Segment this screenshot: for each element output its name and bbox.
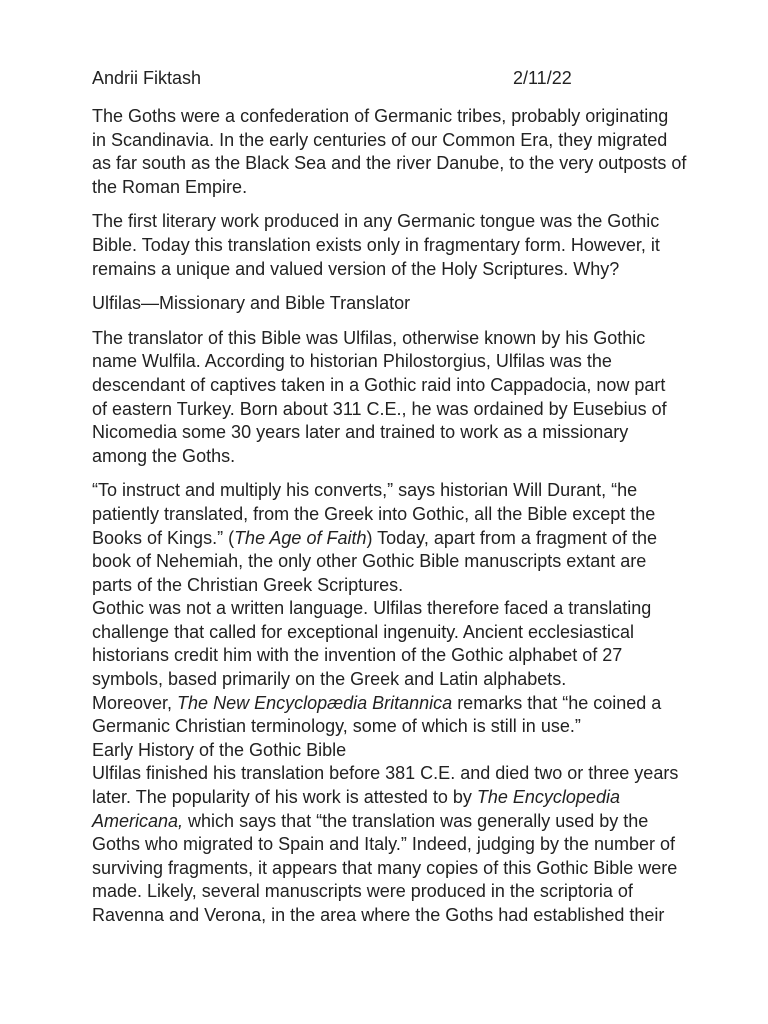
text-line: patiently translated, from the Greek into Gothic, all the Bible except the [92, 503, 656, 524]
paragraph-translator [92, 327, 732, 469]
section-heading: Ulfilas—Missionary and Bible Translator [92, 293, 411, 314]
section-heading: Early History of the Gothic Bible [92, 739, 347, 760]
text-fragment: ) Today, apart from a fragment of the [366, 527, 657, 548]
paragraph-durant-and-history [92, 479, 732, 927]
text-line: challenge that called for exceptional ingenuity. Ancient ecclesiastical [92, 621, 634, 642]
text-line: The Goths were a confederation of Germanic tribes, probably originating [92, 106, 669, 126]
text-line: Ravenna and Verona, in the area where the Goths had established their [92, 905, 665, 925]
paragraph-gothic-bible [92, 210, 732, 281]
text-line: descendant of captives taken in a Gothic raid into Cappadocia, now part [92, 374, 666, 395]
text-line: Goths who migrated to Spain and Italy.” Indeed, judging by the number of [92, 834, 676, 855]
text-line: remains a unique and valued version of the Holy Scriptures. Why? [92, 258, 620, 279]
text-line: parts of the Christian Greek Scriptures. [92, 574, 404, 595]
text-line: Germanic Christian terminology, some of which is still in use.” [92, 716, 581, 737]
text-line: The translator of this Bible was Ulfilas, otherwise known by his Gothic [92, 327, 646, 348]
text-line: Nicomedia some 30 years later and trained to work as a missionary [92, 422, 629, 443]
text-line: among the Goths. [92, 445, 236, 466]
book-title-americana: The Encyclopedia [476, 787, 620, 808]
text-line: “To instruct and multiply his converts,” says historian Will Durant, “he [92, 480, 638, 501]
text-fragment: remarks that “he coined a [452, 692, 662, 713]
document-body [92, 105, 732, 928]
text-line: The first literary work produced in any Germanic tongue was the Gothic [92, 211, 660, 232]
text-line [92, 786, 732, 810]
text-line: Gothic was not a written language. Ulfilas therefore faced a translating [92, 598, 652, 619]
text-line: in Scandinavia. In the early centuries of our Common Era, they migrated [92, 129, 668, 150]
text-fragment: later. The popularity of his work is attested to by [92, 787, 477, 808]
document-date: 2/11/22 [513, 68, 572, 88]
text-fragment: which says that “the translation was generally used by the [183, 810, 649, 831]
text-line: as far south as the Black Sea and the river Danube, to the very outposts of [92, 153, 687, 174]
text-line [92, 810, 732, 834]
text-line: Ulfilas finished his translation before 381 C.E. and died two or three years [92, 763, 679, 784]
text-line: of eastern Turkey. Born about 311 C.E., he was ordained by Eusebius of [92, 398, 667, 419]
book-title-age-of-faith: The Age of Faith [234, 527, 367, 548]
book-title-britannica: The New Encyclopædia Britannica [177, 692, 453, 713]
paragraph-goths-origin [92, 105, 732, 199]
text-line: historians credit him with the invention of the Gothic alphabet of 27 [92, 645, 623, 666]
text-line: Bible. Today this translation exists only in fragmentary form. However, it [92, 234, 660, 255]
text-line: symbols, based primarily on the Greek and Latin alphabets. [92, 669, 567, 690]
book-title-americana: Americana, [92, 810, 184, 831]
text-line [92, 692, 732, 716]
text-fragment: Books of Kings.” ( [92, 527, 235, 548]
section-heading-ulfilas [92, 292, 732, 316]
author-name: Andrii Fiktash [92, 68, 202, 88]
text-line [92, 527, 732, 551]
text-line: made. Likely, several manuscripts were produced in the scriptoria of [92, 881, 633, 902]
text-fragment: Moreover, [92, 692, 178, 713]
text-line: the Roman Empire. [92, 176, 248, 197]
text-line: book of Nehemiah, the only other Gothic Bible manuscripts extant are [92, 551, 647, 572]
text-line: name Wulfila. According to historian Philostorgius, Ulfilas was the [92, 351, 612, 372]
text-line: surviving fragments, it appears that many copies of this Gothic Bible were [92, 857, 678, 878]
document-header [92, 66, 692, 90]
